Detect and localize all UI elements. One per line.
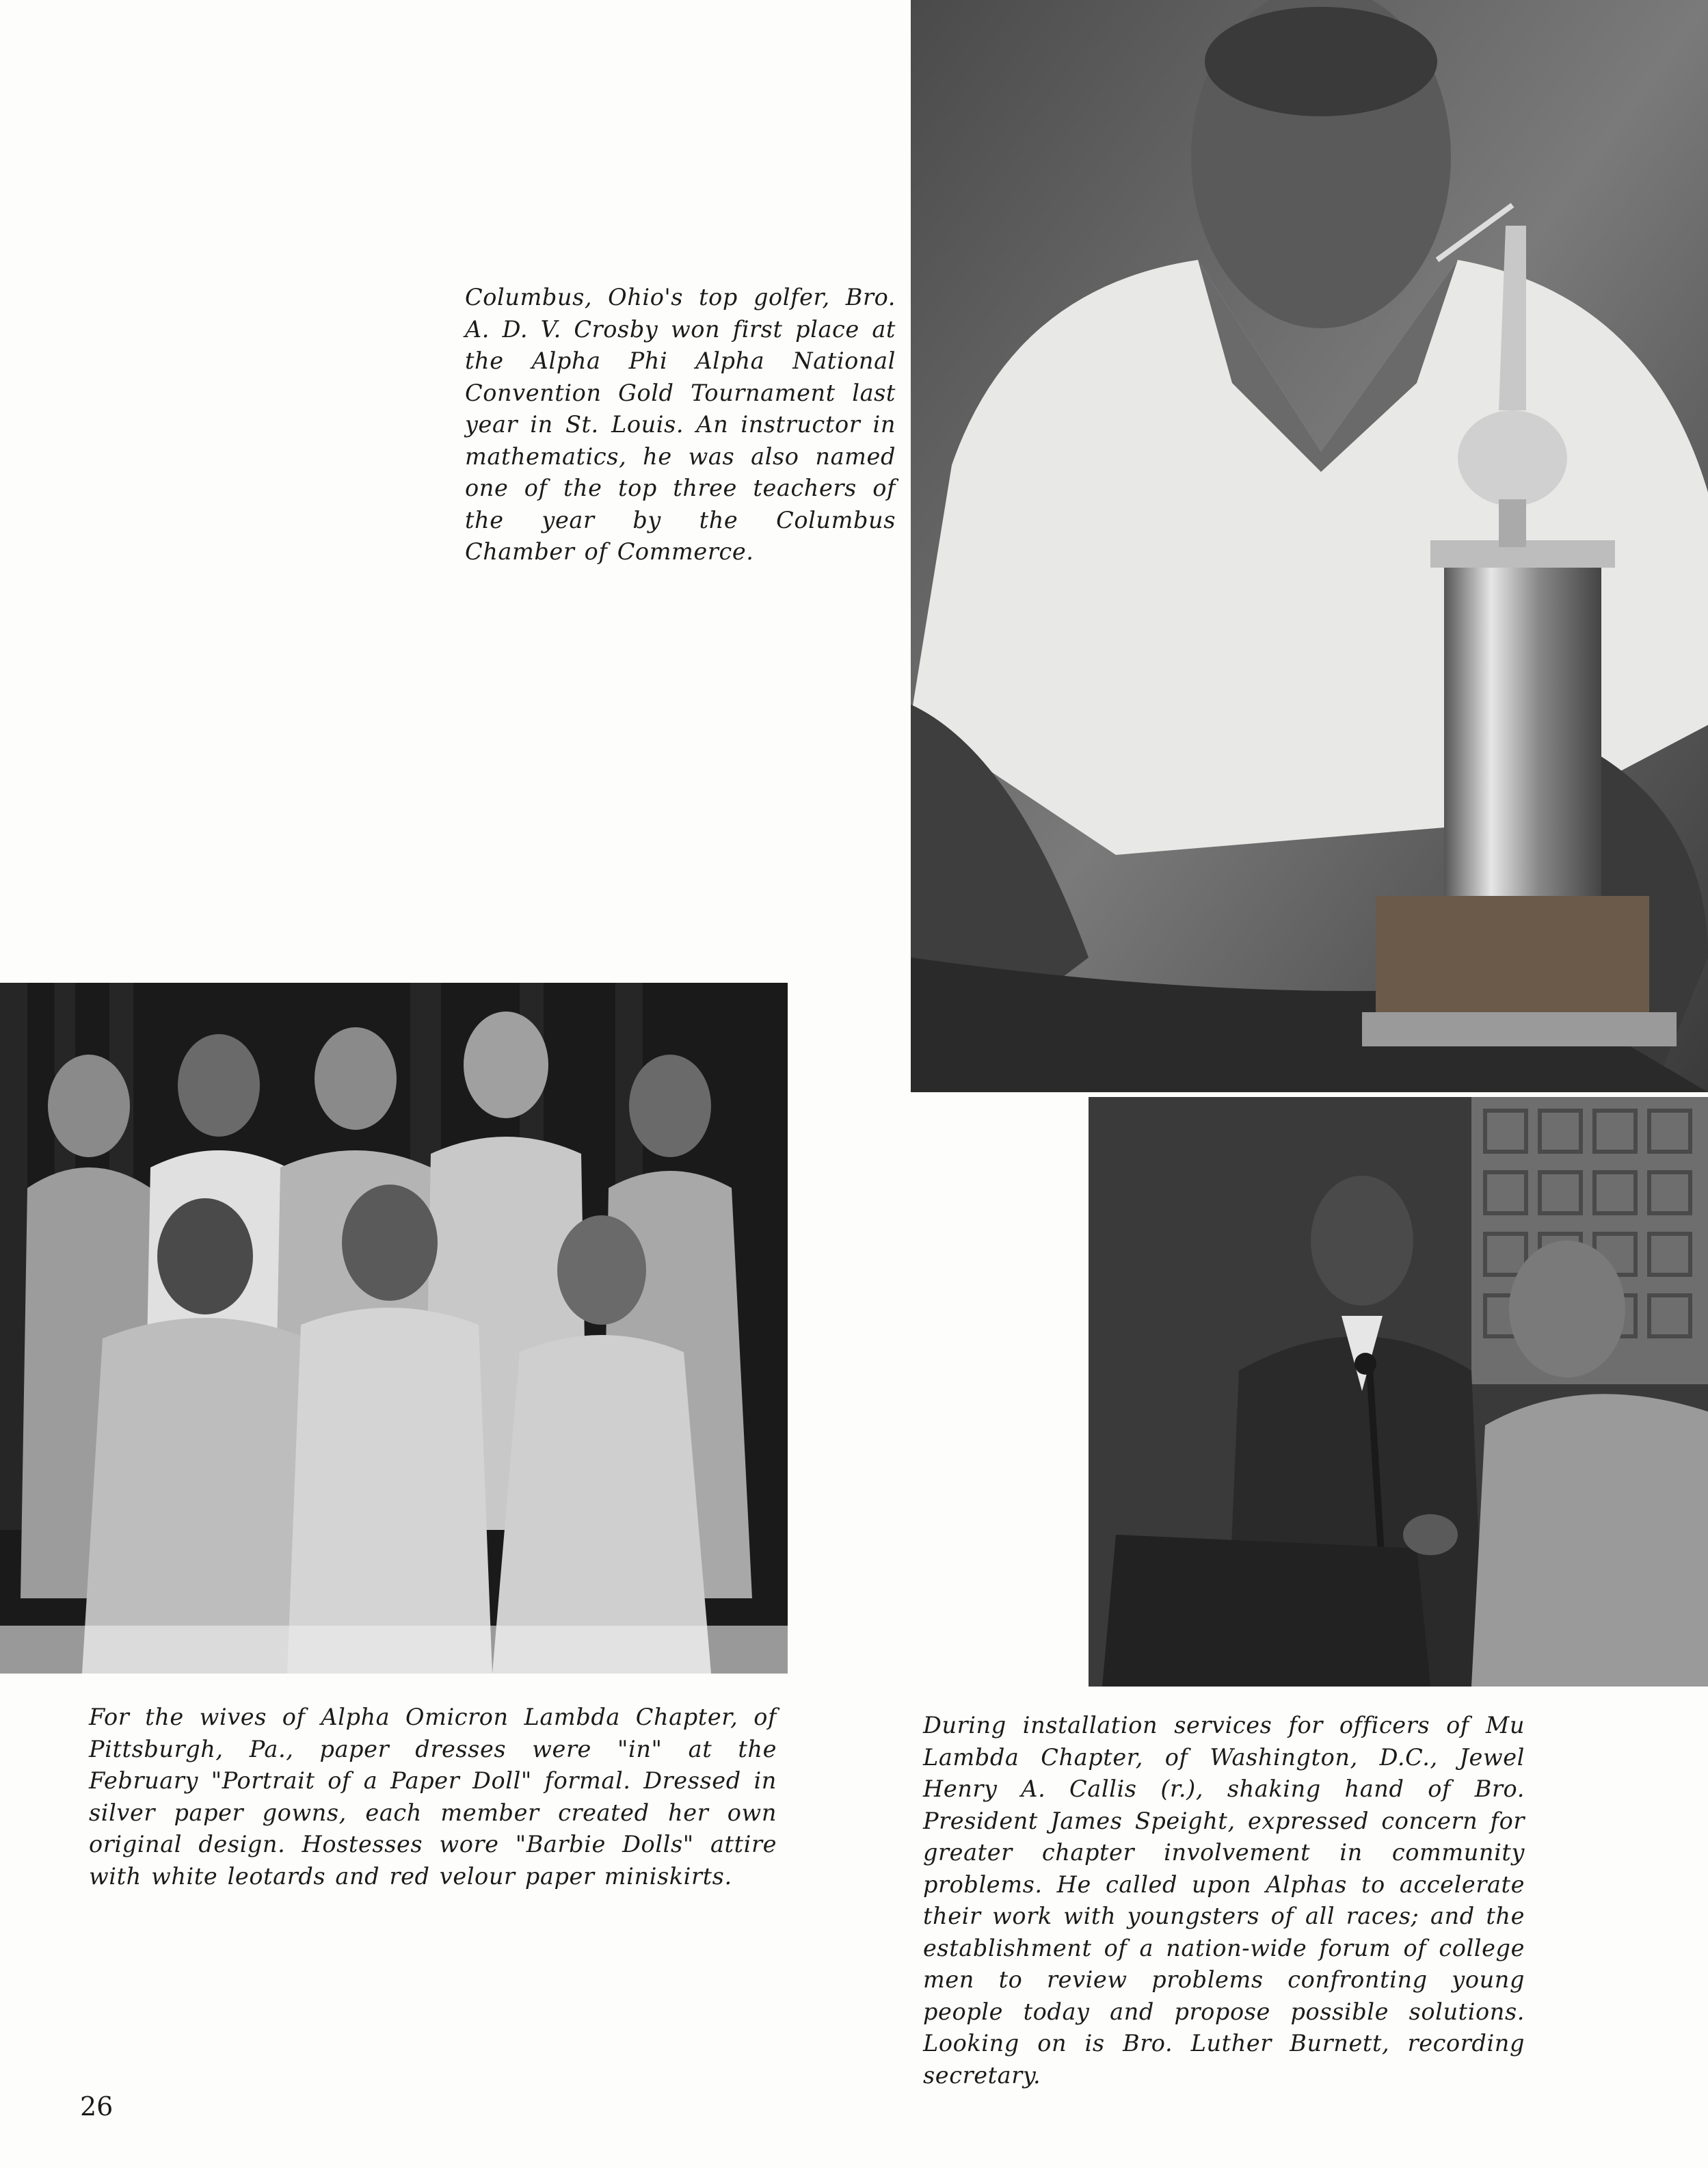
- page-number: 26: [80, 2091, 114, 2121]
- installation-caption: During installation services for officers of Mu Lambda Chapter, of Washington, D.C., Jewel Henry A. Callis (r.), shaking hand of Bro. President James Speight, expressed concern for greater chapter involvement in community problems. He called upon Alphas to accelerate their work with youngsters of all races; and the establishment of a nation-wide forum of college men to review problems confronting young people today and propose possible solutions. Looking on is Bro. Luther Burnett, recording secretary.: [923, 1712, 1525, 2089]
- wives-photo: [0, 983, 788, 1674]
- installation-photo-image: [1089, 1097, 1708, 1687]
- golfer-caption: Columbus, Ohio's top golfer, Bro. A. D. V. Crosby won first place at the Alpha Phi Alpha National Convention Gold Tournament last year in St. Louis. An instructor in mathematics, he was also named one of the top three teachers of the year by the Columbus Chamber of Commerce.: [465, 284, 896, 565]
- wives-caption: For the wives of Alpha Omicron Lambda Chapter, of Pittsburgh, Pa., paper dresses were "in" at the February "Portrait of a Paper Doll" formal. Dressed in silver paper gowns, each member created her own original design. Hostesses wore "Barbie Dolls" attire with white leotards and red velour paper miniskirts.: [89, 1704, 777, 1890]
- golfer-photo: [911, 0, 1708, 1092]
- golfer-photo-image: [911, 0, 1708, 1092]
- wives-photo-image: [0, 983, 788, 1674]
- installation-photo: [1089, 1097, 1708, 1687]
